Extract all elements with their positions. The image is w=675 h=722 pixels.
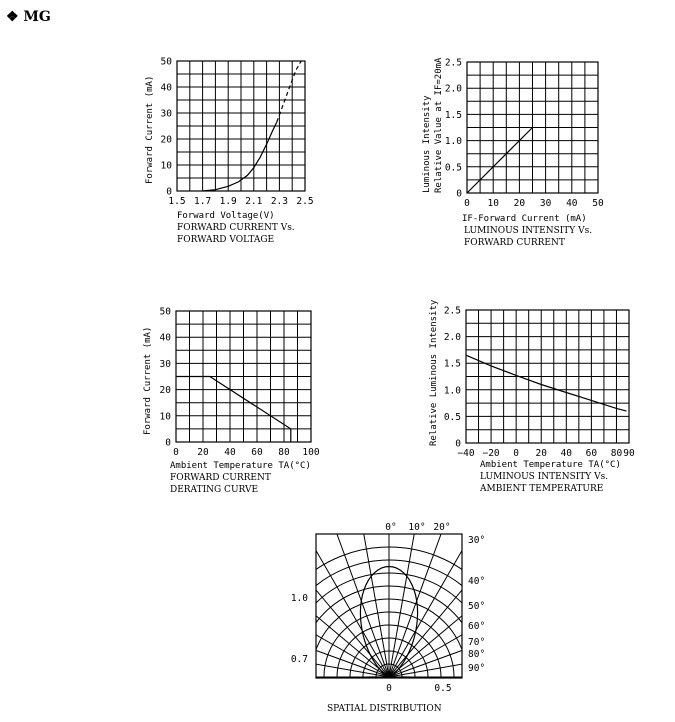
y-tick-label: 0.5 <box>443 411 461 423</box>
y-tick-label: 1.5 <box>444 109 462 121</box>
x-tick-label: 1.9 <box>219 196 237 207</box>
chart-caption-line2: FORWARD VOLTAGE <box>177 235 275 245</box>
y-tick-label: 20 <box>159 385 171 397</box>
y-tick-label: 1.0 <box>444 136 462 148</box>
x-tick-label: 20 <box>535 448 547 459</box>
x-axis-label: Ambient Temperature TA(°C) <box>170 461 311 471</box>
x-tick-label: 40 <box>224 447 236 458</box>
x-tick-label: 1.5 <box>168 196 186 207</box>
chart-caption-line1: FORWARD CURRENT Vs. <box>177 223 295 233</box>
angle-label-top: 10° <box>408 522 426 533</box>
y-axis-label: Forward Current (mA) <box>143 326 153 435</box>
x-tick-label: 20 <box>513 198 526 209</box>
angle-label-right: 70° <box>468 637 486 648</box>
angle-label-right: 80° <box>468 649 486 660</box>
x-tick-label: 60 <box>585 448 598 459</box>
chart-caption-line1: FORWARD CURRENT <box>170 473 271 483</box>
x-tick-label: 80 <box>278 447 290 458</box>
section-title: ❖ MG <box>6 9 51 25</box>
x-tick-label: 2.5 <box>296 196 314 207</box>
angle-label-top: 20° <box>433 522 451 533</box>
y-tick-label: 50 <box>159 306 171 318</box>
x-tick-label: 1.7 <box>194 196 212 207</box>
y-tick-label: 2.5 <box>443 305 461 317</box>
chart-caption-line2: DERATING CURVE <box>170 485 259 495</box>
y-tick-label: 1.0 <box>443 385 461 397</box>
y-tick-label: 40 <box>160 82 172 94</box>
x-tick-label: 40 <box>560 448 573 459</box>
x-tick-label: 2.3 <box>270 196 288 207</box>
y-tick-label: 0 <box>165 437 171 449</box>
y-tick-label: 0.5 <box>444 162 462 174</box>
chart-caption-line2: FORWARD CURRENT <box>464 238 565 248</box>
angle-label-right: 30° <box>468 535 486 546</box>
x-tick-label: 60 <box>251 447 263 458</box>
x-tick-label: 80 <box>610 448 623 459</box>
y-tick-label: 20 <box>160 134 172 146</box>
y-axis-label-line1: Luminous Intensity <box>422 95 432 193</box>
y-tick-label: 10 <box>160 160 172 172</box>
x-tick-label: 90 <box>623 448 635 459</box>
chart-caption-line2: AMBIENT TEMPERATURE <box>480 484 604 494</box>
y-tick-label: 0 <box>455 438 461 450</box>
angle-label-right: 90° <box>468 663 486 674</box>
y-tick-label: 1.5 <box>443 358 461 370</box>
angle-label-top: 0° <box>385 522 397 533</box>
x-axis-label: IF-Forward Current (mA) <box>462 214 587 224</box>
radial-label-bottom: 0.5 <box>434 683 452 694</box>
y-axis-label-line2: Relative Value at IF=20mA <box>434 57 444 193</box>
x-axis-label: Forward Voltage(V) <box>177 211 275 221</box>
x-tick-label: 0 <box>513 448 520 459</box>
x-tick-label: 30 <box>539 198 552 209</box>
x-tick-label: 10 <box>487 198 499 209</box>
y-axis-label: Forward Current (mA) <box>145 75 155 184</box>
angle-label-right: 50° <box>468 601 486 612</box>
y-tick-label: 30 <box>159 358 171 370</box>
x-tick-label: 2.1 <box>245 196 263 207</box>
y-tick-label: 0 <box>166 186 172 198</box>
y-tick-label: 40 <box>159 332 171 344</box>
y-tick-label: 2.5 <box>444 57 462 69</box>
y-tick-label: 0 <box>456 188 462 200</box>
x-tick-label: 50 <box>592 198 604 209</box>
y-tick-label: 50 <box>160 56 172 68</box>
x-tick-label: 100 <box>302 447 320 458</box>
y-axis-label: Relative Luminous Intensity <box>429 299 439 446</box>
x-axis-label: Ambient Temperature TA(°C) <box>480 460 621 470</box>
x-tick-label: 20 <box>197 447 209 458</box>
angle-label-right: 40° <box>468 576 486 587</box>
x-tick-label: 0 <box>464 198 470 209</box>
radial-label-left: 0.7 <box>290 654 308 665</box>
y-tick-label: 30 <box>160 108 172 120</box>
x-tick-label: 40 <box>566 198 578 209</box>
y-tick-label: 2.0 <box>444 83 462 95</box>
chart-caption: SPATIAL DISTRIBUTION <box>327 704 442 714</box>
x-tick-label: −20 <box>482 448 500 459</box>
y-tick-label: 10 <box>159 411 171 423</box>
y-tick-label: 2.0 <box>443 332 461 344</box>
chart-caption-line1: LUMINOUS INTENSITY Vs. <box>464 226 593 236</box>
x-tick-label: −40 <box>457 448 475 459</box>
radial-label-bottom: 0 <box>386 683 392 694</box>
chart-caption-line1: LUMINOUS INTENSITY Vs. <box>480 472 609 482</box>
radial-label-left: 1.0 <box>290 593 308 604</box>
x-tick-label: 0 <box>173 447 179 458</box>
angle-label-right: 60° <box>468 621 486 632</box>
